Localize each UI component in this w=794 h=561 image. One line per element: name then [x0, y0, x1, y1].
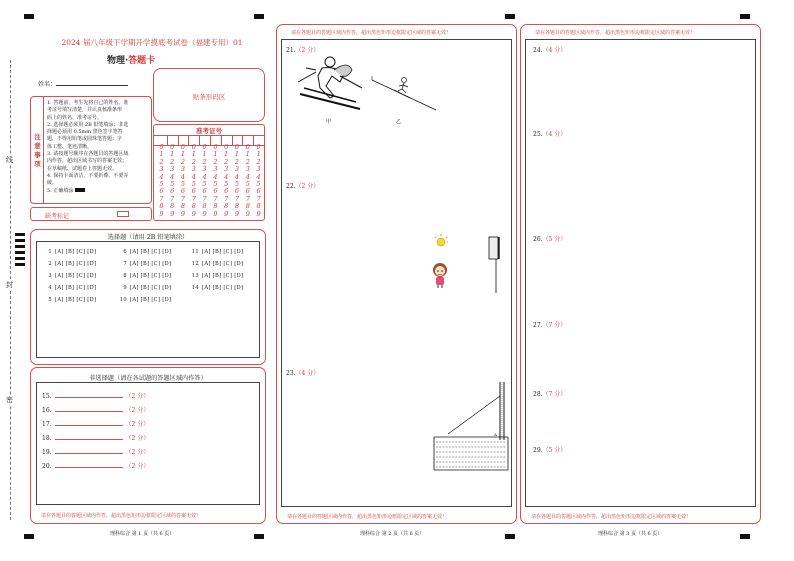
exam-id-bubble[interactable]: 6	[245, 187, 250, 196]
note-line: 4. 保持卡面清洁，不要折叠、不要弄	[47, 172, 129, 179]
exam-id-bubble[interactable]: 9	[180, 209, 186, 218]
warning-note: 请在各题目的答题区域内作答，超出黑色矩形边框限定区域的答案无效！	[535, 30, 696, 36]
choice-options[interactable]: [A] [B] [C] [D]	[55, 261, 97, 267]
exam-id-bubble[interactable]: 9	[170, 209, 175, 218]
question-25: 25.（4 分）	[533, 131, 567, 138]
choice-options[interactable]: [A] [B] [C] [D]	[202, 249, 244, 255]
choice-number: 12	[191, 261, 199, 267]
exam-id-column[interactable]	[211, 144, 220, 218]
choice-question-4[interactable]	[42, 285, 96, 291]
page-footer-2: 理科综合 第 2 页（共 6 页）	[360, 531, 425, 537]
exam-id-bubble[interactable]: 1	[202, 150, 207, 159]
exam-id-bubble[interactable]: 0	[191, 143, 196, 151]
exam-id-bubble[interactable]: 3	[213, 165, 218, 174]
exam-id-bubble[interactable]: 8	[180, 202, 186, 211]
exam-id-bubble[interactable]: 9	[245, 209, 250, 218]
exam-id-bubble[interactable]: 6	[234, 187, 240, 196]
page3-frame	[520, 24, 761, 524]
warning-note: 请在各题目的答题区域内作答，超出黑色矩形边框限定区域的答案无效！	[531, 514, 692, 520]
fig-label-jia: 甲	[326, 119, 332, 125]
exam-id-bubble[interactable]: 4	[159, 172, 164, 181]
exam-id-bubble[interactable]: 6	[180, 187, 186, 196]
timing-mark	[254, 534, 264, 539]
note-line: 码上的姓名、准考证号。	[47, 114, 103, 121]
note-line: 2. 选择题必须用 2B 铅笔填涂；非选	[47, 121, 129, 128]
choice-number: 13	[191, 273, 199, 279]
exam-id-bubble[interactable]: 6	[159, 187, 164, 196]
question-21: 21.（2 分）	[286, 47, 320, 54]
choice-heading: 选择题（请用 2B 铅笔填涂）	[107, 234, 189, 241]
question-24: 24.（4 分）	[533, 47, 567, 54]
note-line: 内作答，超出区域书写的答案无效；	[47, 158, 128, 165]
exam-id-bubble[interactable]: 8	[202, 202, 207, 211]
note-line: 题，不得用铅笔或圆珠笔答题；字	[47, 136, 123, 143]
exam-id-bubble[interactable]: 5	[245, 180, 250, 189]
side-label-feng: 封	[6, 281, 13, 289]
exam-id-bubble[interactable]: 3	[191, 165, 196, 174]
exam-id-bubble[interactable]: 9	[213, 209, 218, 218]
exam-id-bubble[interactable]: 7	[191, 194, 196, 203]
page-footer-1: 理科综合 第 1 页（共 6 页）	[110, 531, 175, 537]
slope-figure	[370, 74, 438, 114]
exam-id-bubble[interactable]: 5	[191, 180, 196, 189]
answer-item-19[interactable]: 19. （2 分）	[42, 449, 150, 456]
exam-id-bubble[interactable]: 9	[191, 209, 196, 218]
exam-id-bubble[interactable]: 3	[159, 165, 164, 174]
exam-id-column[interactable]	[254, 144, 263, 218]
exam-id-bubble[interactable]: 4	[180, 172, 186, 181]
exam-id-bubble[interactable]: 4	[245, 172, 250, 181]
timing-mark	[505, 534, 515, 539]
exam-id-bubble[interactable]: 2	[191, 157, 196, 166]
exam-id-bubble[interactable]: 3	[256, 165, 261, 174]
exam-id-bubble[interactable]: 9	[256, 209, 261, 218]
exam-id-bubble[interactable]: 1	[234, 150, 240, 159]
timing-mark	[740, 14, 750, 19]
question-27: 27.（7 分）	[533, 322, 567, 329]
absent-checkbox[interactable]	[117, 211, 129, 217]
exam-id-bubble[interactable]: 3	[202, 165, 207, 174]
exam-id-bubble[interactable]: 4	[191, 172, 196, 181]
choice-number: 7	[123, 261, 127, 267]
exam-id-bubble[interactable]: 0	[170, 143, 175, 151]
answer-item-20[interactable]: 20. （2 分）	[42, 463, 150, 470]
choice-options[interactable]: [A] [B] [C] [D]	[202, 261, 244, 267]
question-23: 23.（4 分）	[286, 370, 320, 377]
choice-question-13[interactable]	[189, 273, 243, 279]
absent-label: 缺考标记	[45, 213, 70, 220]
exam-id-bubble[interactable]: 8	[245, 202, 250, 211]
exam-id-bubble[interactable]: 2	[256, 157, 261, 166]
exam-id-bubble[interactable]: 2	[213, 157, 218, 166]
choice-number: 14	[191, 285, 199, 291]
barcode-label: 贴条形码区	[192, 93, 226, 101]
skier-figure	[296, 52, 366, 114]
note-line: 3. 请按题号顺序在各题目的答题区域	[47, 151, 129, 158]
exam-id-bubble[interactable]: 0	[202, 143, 207, 151]
side-label-mi: 密	[6, 396, 13, 404]
choice-question-7[interactable]	[117, 261, 171, 267]
exam-id-bubble[interactable]: 4	[256, 172, 261, 181]
choice-question-6[interactable]	[117, 249, 171, 255]
answer-item-17[interactable]: 17. （2 分）	[42, 421, 150, 428]
exam-id-bubble[interactable]: 0	[234, 143, 240, 151]
answer-item-18[interactable]: 18. （2 分）	[42, 435, 150, 442]
exam-id-bubble[interactable]: 8	[213, 202, 218, 211]
exam-id-column[interactable]	[222, 144, 231, 218]
fig-label-yi: 乙	[396, 119, 402, 125]
side-label-xian: 线	[6, 156, 13, 164]
choice-question-5[interactable]	[42, 297, 96, 303]
timing-mark	[24, 14, 34, 19]
choice-number: 10	[119, 297, 127, 303]
choice-question-12[interactable]	[189, 261, 243, 267]
choice-question-14[interactable]	[189, 285, 243, 291]
exam-id-bubble[interactable]: 5	[256, 180, 261, 189]
exam-id-bubble[interactable]: 8	[256, 202, 261, 211]
note-line: 体工整、笔迹清晰。	[47, 143, 93, 150]
choice-options[interactable]: [A] [B] [C] [D]	[202, 285, 244, 291]
barcode-area	[153, 68, 265, 122]
exam-id-bubble[interactable]: 3	[170, 165, 175, 174]
exam-id-bubble[interactable]: 4	[224, 172, 229, 181]
exam-id-bubble[interactable]: 2	[224, 157, 229, 166]
note-line: 择题必须用 0.5mm 黑色签字笔答	[47, 129, 123, 136]
exam-id-bubble[interactable]: 7	[256, 194, 261, 203]
exam-id-bubble[interactable]: 0	[224, 143, 229, 151]
exam-id-bubble[interactable]: 2	[170, 157, 175, 166]
exam-id-column[interactable]	[157, 144, 166, 218]
timing-mark	[740, 534, 750, 539]
plane-mirror-figure	[487, 235, 505, 295]
name-field[interactable]	[38, 79, 128, 88]
choice-question-9[interactable]	[117, 285, 171, 291]
exam-id-bubble[interactable]: 7	[245, 194, 250, 203]
choice-number: 11	[191, 249, 199, 255]
choice-number: 9	[123, 285, 127, 291]
exam-id-bubble[interactable]: 7	[213, 194, 218, 203]
warning-note: 请在各题目的答题区域内作答，超出黑色矩形边框限定区域的答案无效！	[291, 30, 452, 36]
choice-question-8[interactable]	[117, 273, 171, 279]
exam-id-bubble[interactable]: 7	[170, 194, 175, 203]
exam-id-bubble[interactable]: 1	[191, 150, 196, 159]
exam-id-bubble[interactable]: 0	[213, 143, 218, 151]
page2-frame	[276, 24, 517, 524]
note-line: 破。	[47, 180, 58, 187]
exam-id-bubble[interactable]: 2	[245, 157, 250, 166]
exam-id-bubble[interactable]: 0	[180, 143, 186, 151]
exam-id-bubble[interactable]: 1	[180, 150, 186, 159]
warning-note: 请在各题目的答题区域内作答，超出黑色矩形边框限定区域的答案无效！	[287, 514, 448, 520]
exam-id-bubble[interactable]: 9	[159, 209, 164, 218]
exam-id-bubble[interactable]: 3	[234, 165, 240, 174]
timing-mark	[254, 14, 264, 19]
exam-id-bubble[interactable]: 2	[234, 157, 240, 166]
choice-options[interactable]: [A] [B] [C] [D]	[55, 249, 97, 255]
choice-options[interactable]: [A] [B] [C] [D]	[202, 273, 244, 279]
exam-id-bubble[interactable]: 5	[180, 180, 186, 189]
answer-item-16[interactable]: 16. （2 分）	[42, 407, 150, 414]
exam-id-box	[153, 124, 265, 221]
exam-id-bubble[interactable]: 8	[224, 202, 229, 211]
svg-text:A: A	[494, 432, 497, 437]
sheet-label: 答题卡	[128, 56, 156, 66]
choice-number: 8	[123, 273, 127, 279]
girl-figure	[430, 261, 450, 289]
choice-question-3[interactable]	[42, 273, 96, 279]
exam-id-bubble[interactable]: 6	[191, 187, 196, 196]
exam-id-bubble[interactable]: 8	[159, 202, 164, 211]
exam-id-bubble[interactable]: 5	[224, 180, 229, 189]
question-26: 26.（5 分）	[533, 236, 567, 243]
exam-id-column[interactable]	[243, 144, 252, 218]
exam-id-bubble[interactable]: 7	[234, 194, 240, 203]
page3-answer-area[interactable]	[525, 39, 756, 507]
filled-example-mark	[75, 188, 85, 192]
exam-id-bubble[interactable]: 3	[224, 165, 229, 174]
exam-title: 2024 届八年级下学期开学摸底考试卷（福建专用）01	[61, 38, 243, 47]
question-28: 28.（7 分）	[533, 391, 567, 398]
sheet-heading: 物理·答题卡	[107, 56, 156, 66]
exam-id-label: 准考证号	[196, 127, 222, 135]
exam-id-bubble[interactable]: 6	[170, 187, 175, 196]
choice-question-2[interactable]	[42, 261, 96, 267]
choice-options[interactable]: [A] [B] [C] [D]	[55, 285, 97, 291]
choice-number: 6	[123, 249, 127, 255]
nonchoice-section	[30, 367, 266, 524]
exam-id-bubble[interactable]: 1	[213, 150, 218, 159]
choice-question-11[interactable]	[189, 249, 243, 255]
page2-answer-area[interactable]	[281, 39, 512, 507]
question-29: 29.（5 分）	[533, 447, 567, 454]
exam-id-bubble[interactable]: 4	[213, 172, 218, 181]
exam-id-column[interactable]	[233, 144, 242, 218]
absent-box	[30, 207, 152, 221]
choice-number: 4	[48, 285, 52, 291]
choice-options[interactable]: [A] [B] [C] [D]	[130, 273, 172, 279]
exam-id-bubble[interactable]: 5	[202, 180, 207, 189]
exam-id-bubble[interactable]: 7	[224, 194, 229, 203]
exam-id-bubble[interactable]: 2	[202, 157, 207, 166]
notes-list	[47, 100, 128, 195]
exam-id-column[interactable]	[200, 144, 209, 218]
exam-id-bubble[interactable]: 1	[245, 150, 250, 159]
exam-id-column[interactable]	[189, 144, 198, 218]
choice-question-10[interactable]	[117, 297, 171, 303]
exam-id-bubble[interactable]: 5	[170, 180, 175, 189]
exam-id-bubble[interactable]: 7	[159, 194, 164, 203]
exam-id-bubble[interactable]: 8	[191, 202, 196, 211]
notes-box	[30, 96, 152, 204]
exam-id-column[interactable]	[168, 144, 177, 218]
exam-id-bubble[interactable]: 7	[202, 194, 207, 203]
choice-number: 2	[48, 261, 52, 267]
binding-line	[10, 60, 11, 520]
exam-id-bubble[interactable]: 5	[159, 180, 164, 189]
exam-id-bubble[interactable]: 1	[159, 150, 164, 159]
nonchoice-heading: 非选择题（请在各试题的答题区域内作答）	[89, 375, 207, 382]
exam-id-bubble[interactable]: 2	[180, 157, 186, 166]
timing-mark	[505, 14, 515, 19]
choice-options[interactable]: [A] [B] [C] [D]	[130, 261, 172, 267]
name-label: 姓名：	[38, 81, 57, 88]
subject-label: 物理	[107, 56, 126, 66]
exam-id-bubble[interactable]: 6	[224, 187, 229, 196]
exam-id-bubble[interactable]: 7	[180, 194, 186, 203]
exam-id-bubble[interactable]: 4	[202, 172, 207, 181]
choice-number: 3	[48, 273, 52, 279]
timing-mark	[24, 534, 34, 539]
choice-number: 5	[48, 297, 52, 303]
exam-id-bubble[interactable]: 1	[224, 150, 229, 159]
choice-question-1[interactable]	[42, 249, 96, 255]
exam-id-bubble[interactable]: 0	[245, 143, 250, 151]
exam-id-bubble[interactable]: 9	[224, 209, 229, 218]
exam-id-bubble[interactable]: 3	[245, 165, 250, 174]
question-22: 22.（2 分）	[286, 183, 320, 190]
choice-options[interactable]: [A] [B] [C] [D]	[130, 285, 172, 291]
exam-id-bubble[interactable]: 5	[234, 180, 240, 189]
choice-options[interactable]: [A] [B] [C] [D]	[130, 297, 172, 303]
choice-options[interactable]: [A] [B] [C] [D]	[55, 297, 97, 303]
note-line: 考证号填写清楚，并认真核准条形	[47, 107, 123, 114]
page-footer-3: 理科综合 第 3 页（共 6 页）	[598, 531, 663, 537]
exam-id-bubble[interactable]: 0	[256, 143, 261, 151]
choice-options[interactable]: [A] [B] [C] [D]	[55, 273, 97, 279]
choice-section	[30, 229, 266, 365]
exam-id-bubble[interactable]: 8	[234, 202, 240, 211]
choice-number: 1	[48, 249, 52, 255]
exam-id-bubble[interactable]: 4	[170, 172, 175, 181]
exam-id-bubble[interactable]: 6	[213, 187, 218, 196]
exam-id-bubbles[interactable]	[156, 145, 264, 220]
exam-id-bubble[interactable]: 6	[256, 187, 261, 196]
exam-id-bubble[interactable]: 9	[202, 209, 207, 218]
warning-note: 请在各题目的答题区域内作答，超出黑色矩形边框限定区域的答案无效！	[41, 513, 202, 519]
note-line: 在草稿纸、试题卷上答题无效。	[47, 165, 118, 172]
exam-id-bubble[interactable]: 3	[180, 165, 186, 174]
exam-id-bubble[interactable]: 1	[170, 150, 175, 159]
exam-id-bubble[interactable]: 9	[234, 209, 240, 218]
exam-id-bubble[interactable]: 2	[159, 157, 164, 166]
exam-id-bubble[interactable]: 6	[202, 187, 207, 196]
side-marks	[15, 233, 25, 266]
note-line: 1. 答题前，考生先将自己的姓名、准	[47, 100, 129, 106]
notes-heading: 注意事项	[34, 133, 41, 168]
answer-item-15[interactable]: 15. （2 分）	[42, 393, 150, 400]
nonchoice-grid	[36, 382, 260, 505]
exam-id-bubble[interactable]: 0	[159, 143, 164, 151]
exam-id-bubble[interactable]: 8	[170, 202, 175, 211]
light-source-icon	[434, 234, 448, 250]
note-line: 5. 正确填涂	[47, 188, 128, 195]
choice-options[interactable]: [A] [B] [C] [D]	[130, 249, 172, 255]
choice-grid	[36, 241, 260, 358]
refraction-figure	[430, 380, 510, 472]
exam-id-bubble[interactable]: 1	[256, 150, 261, 159]
exam-id-bubble[interactable]: 5	[213, 180, 218, 189]
exam-id-column[interactable]	[179, 144, 188, 218]
exam-id-bubble[interactable]: 4	[234, 172, 240, 181]
